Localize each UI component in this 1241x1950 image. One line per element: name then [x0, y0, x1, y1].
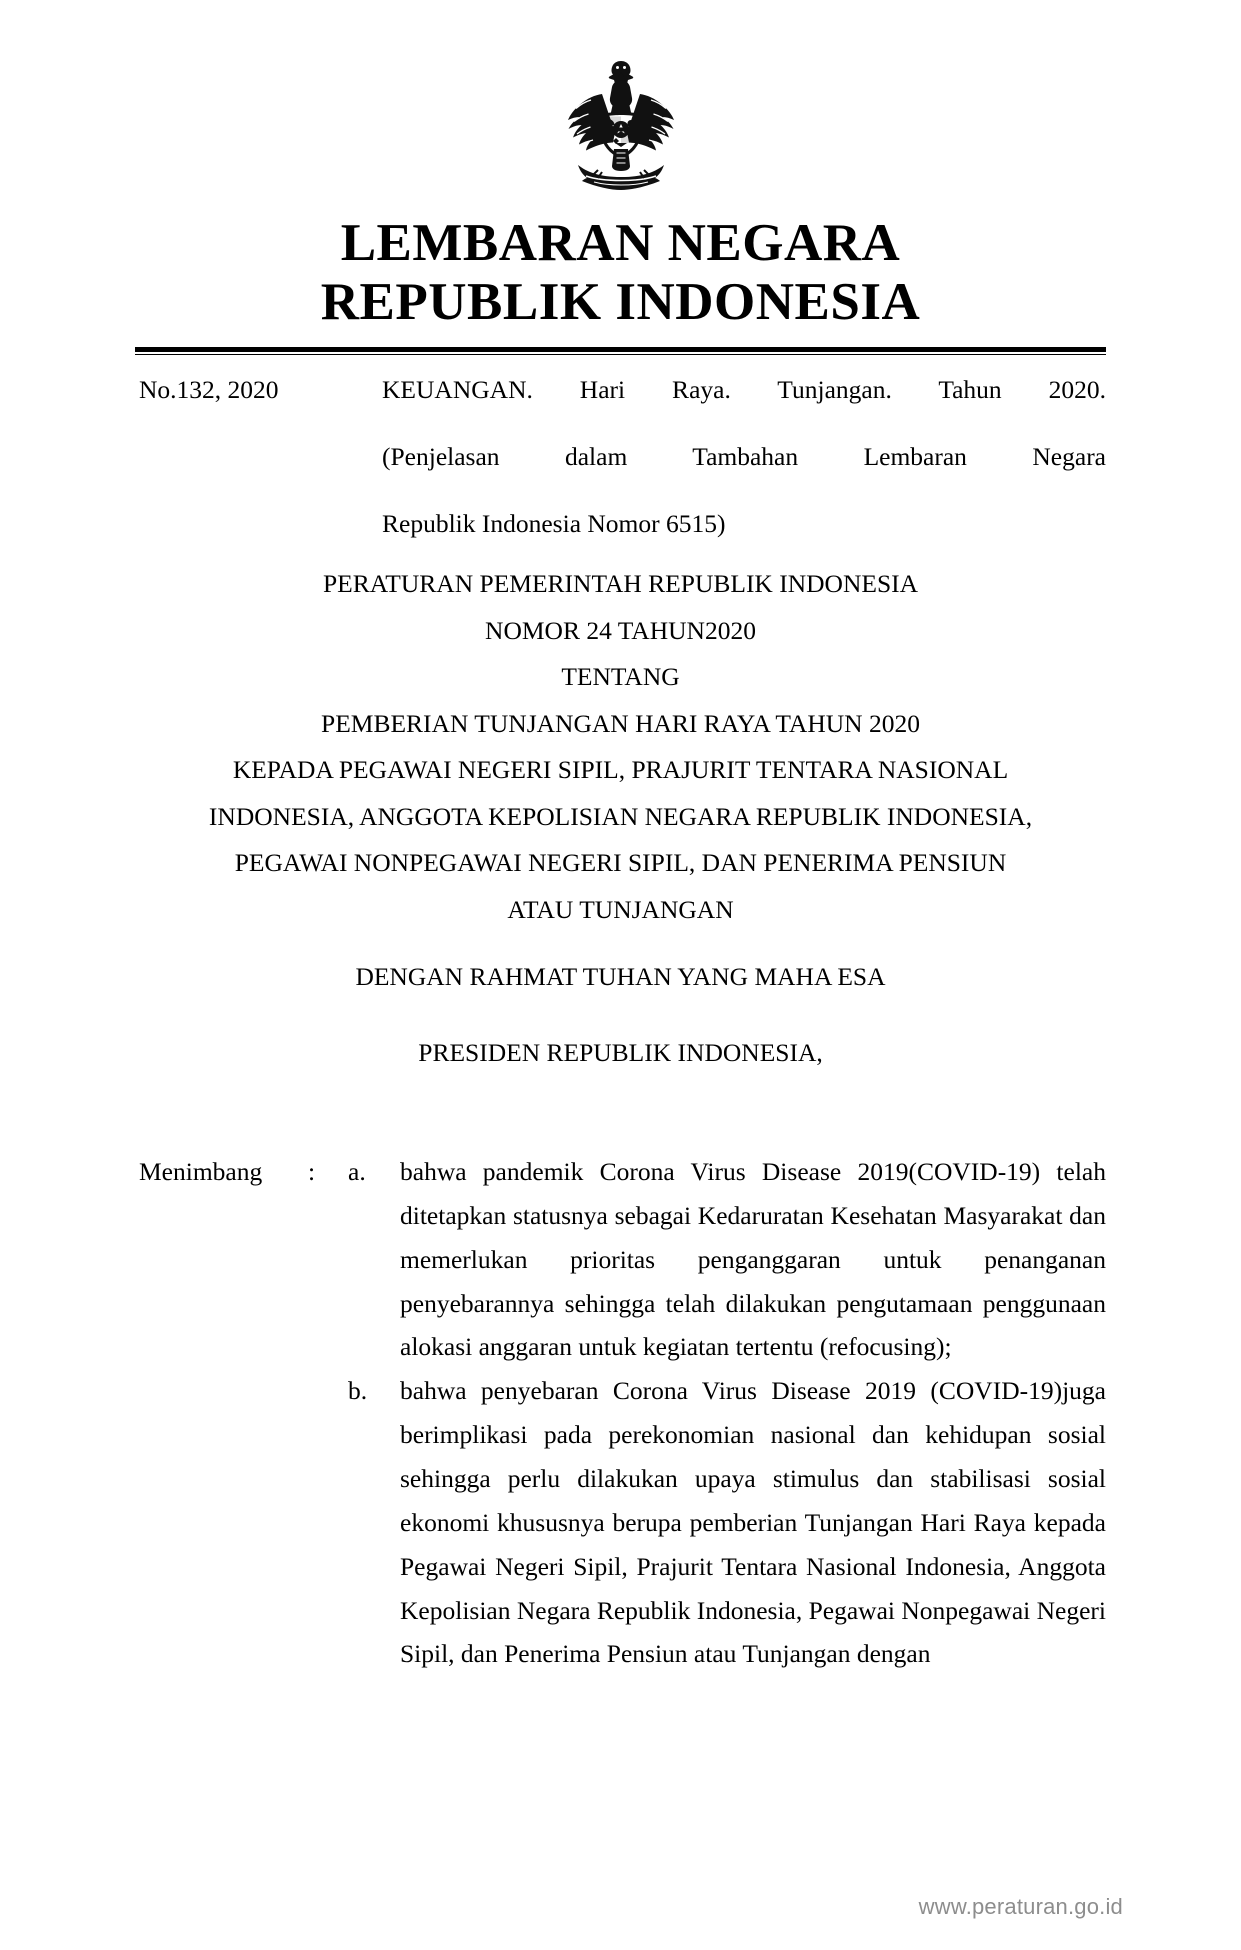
- divider-thick-line: [135, 347, 1106, 352]
- enactment-clause: DENGAN RAHMAT TUHAN YANG MAHA ESA: [355, 962, 886, 991]
- consideration-letter-b: b.: [348, 1376, 368, 1406]
- masthead-line-2: REPUBLIK INDONESIA: [320, 273, 921, 332]
- gazette-subject-line-2: (Penjelasan dalam Tambahan Lembaran Negara: [382, 442, 1106, 472]
- regulation-authority: PERATURAN PEMERINTAH REPUBLIK INDONESIA: [322, 569, 919, 598]
- consideration-item-a: [139, 1150, 1106, 1369]
- regulation-subject-line-3: PEGAWAI NONPEGAWAI NEGERI SIPIL, DAN PENERIMA PENSIUN: [234, 848, 1007, 877]
- gazette-subject-line-3: Republik Indonesia Nomor 6515): [382, 509, 726, 539]
- emblem-container: [0, 0, 1241, 206]
- president-line: PRESIDEN REPUBLIK INDONESIA,: [418, 1038, 823, 1067]
- consideration-item-b: [139, 1369, 1106, 1676]
- considerations-label: Menimbang: [139, 1157, 263, 1186]
- gazette-number: No.132, 2020: [139, 374, 279, 404]
- regulation-subject-line-2: INDONESIA, ANGGOTA KEPOLISIAN NEGARA REPUBLIK INDONESIA,: [208, 801, 1033, 831]
- regulation-title-block: [0, 571, 1241, 922]
- masthead: [0, 214, 1241, 333]
- regulation-about-label: TENTANG: [561, 662, 680, 691]
- masthead-line-1: LEMBARAN NEGARA: [340, 214, 901, 272]
- consideration-text-b: bahwa penyebaran Corona Virus Disease 2019 (COVID-19)juga berimplikasi pada perekonomian nasional dan kehidupan sosial sehingga perlu dilakukan upaya stimulus dan stabilisasi sosial ekonomi khususnya berupa pemberian Tunjangan Hari Raya kepada Pegawai Negeri Sipil, Prajurit Tentara Nasional Indonesia, Anggota Kepolisian Negara Republik Indonesia, Pegawai Nonpegawai Negeri Sipil, dan Penerima Pensiun atau Tunjangan dengan: [400, 1376, 1106, 1669]
- gazette-subject: [382, 373, 1106, 541]
- considerations-colon: :: [308, 1157, 316, 1186]
- footer-watermark: www.peraturan.go.id: [918, 1894, 1123, 1919]
- gazette-subject-line-1: KEUANGAN. Hari Raya. Tunjangan. Tahun 2020.: [382, 374, 1106, 404]
- gazette-header-info: [0, 355, 1241, 541]
- regulation-subject-line-0: PEMBERIAN TUNJANGAN HARI RAYA TAHUN 2020: [321, 708, 920, 738]
- regulation-subject-line-4: ATAU TUNJANGAN: [507, 894, 734, 924]
- considerations-section: [0, 1150, 1241, 1676]
- regulation-subject-line-1: KEPADA PEGAWAI NEGERI SIPIL, PRAJURIT TENTARA NASIONAL: [232, 755, 1009, 784]
- garuda-pancasila-emblem: [546, 58, 696, 206]
- masthead-divider: [0, 347, 1241, 355]
- consideration-letter-a: a.: [348, 1157, 366, 1186]
- regulation-number: NOMOR 24 TAHUN2020: [485, 615, 756, 645]
- consideration-text-a: bahwa pandemik Corona Virus Disease 2019(COVID-19) telah ditetapkan statusnya sebagai Kedaruratan Kesehatan Masyarakat dan memerlukan prioritas penganggaran untuk penanganan penyebarannya sehingga telah dilakukan pengutamaan penggunaan alokasi anggaran untuk kegiatan tertentu (refocusing);: [400, 1157, 1106, 1362]
